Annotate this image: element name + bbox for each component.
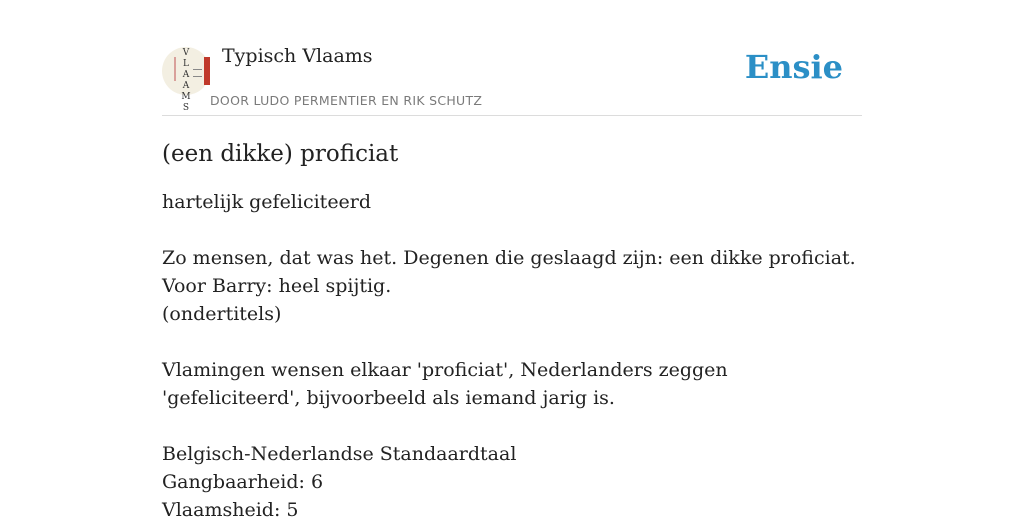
entry-example	[162, 244, 862, 328]
avatar-decoration	[204, 57, 210, 85]
gangbaarheid-rating: Gangbaarheid: 6	[162, 471, 324, 493]
entry-definition: hartelijk gefeliciteerd	[162, 191, 372, 213]
entry-metadata	[162, 440, 862, 524]
example-text: Zo mensen, dat was het. Degenen die geslaagd zijn: een dikke proficiat. Voor Barry: heel spijtig.	[162, 247, 856, 297]
byline: DOOR LUDO PERMENTIER EN RIK SCHUTZ	[210, 93, 483, 108]
site-header	[162, 0, 862, 116]
book-cover-avatar[interactable]	[162, 47, 210, 113]
entry-term: (een dikke) proficiat	[162, 141, 399, 167]
avatar-decoration	[193, 69, 202, 77]
avatar-decoration	[174, 57, 176, 81]
example-source: (ondertitels)	[162, 303, 282, 325]
language-variety: Belgisch-Nederlandse Standaardtaal	[162, 443, 517, 465]
vlaamsheid-rating: Vlaamsheid: 5	[162, 499, 299, 521]
site-title[interactable]: Typisch Vlaams	[222, 45, 373, 67]
avatar-letters: V L A A M S	[181, 48, 191, 113]
entry-explanation: Vlamingen wensen elkaar 'proficiat', Nederlanders zeggen 'gefeliciteerd', bijvoorbeeld als iemand jarig is.	[162, 359, 728, 409]
entry-content	[162, 138, 862, 524]
ensie-logo[interactable]: Ensie	[744, 48, 843, 86]
